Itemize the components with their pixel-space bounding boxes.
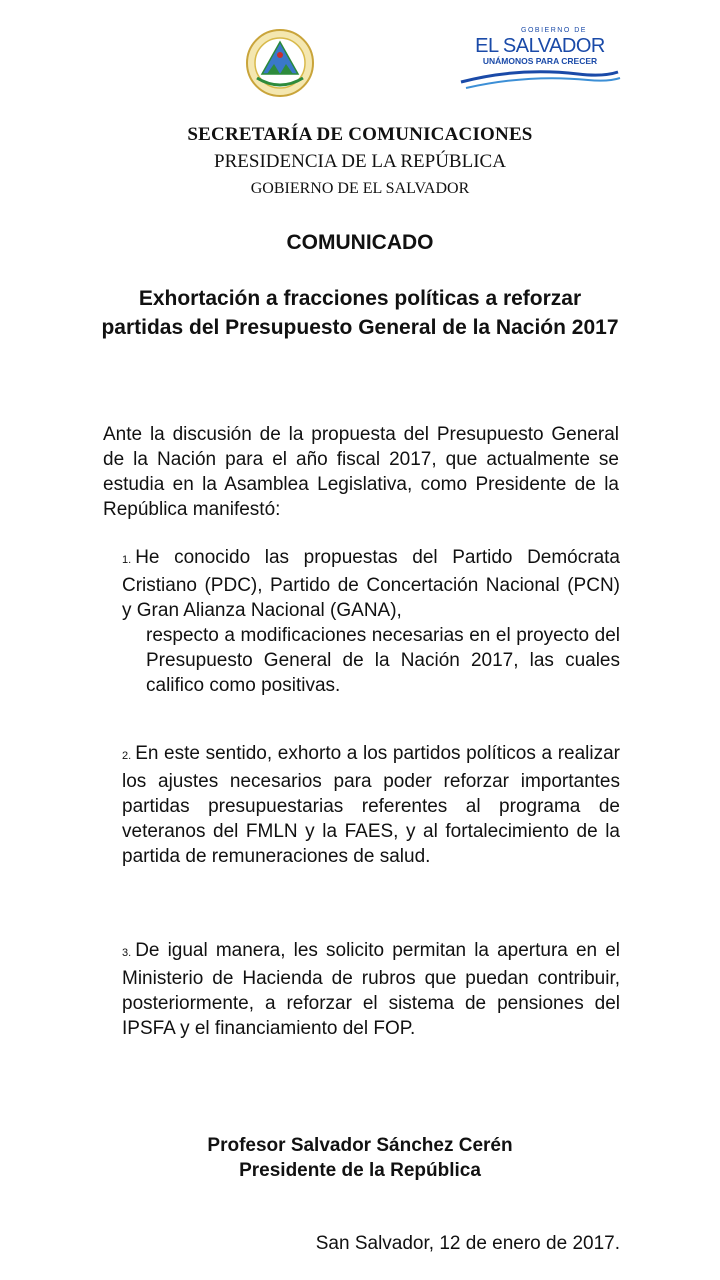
signature-role: Presidente de la República (239, 1160, 481, 1181)
list-item-text-continued: respecto a modificaciones necesarias en el proyecto del Presupuesto General de la Nación 2017, las cuales califico como positivas. (146, 625, 620, 696)
header-line-gobierno: GOBIERNO DE EL SALVADOR (250, 180, 470, 197)
list-item-text: En este sentido, exhorto a los partidos políticos a realizar los ajustes necesarios para poder reforzar importantes partidas presupuestarias referentes al programa de veteranos del FMLN y la FAES, y al fortalecimiento de la partida de remuneraciones de salud. (122, 743, 620, 867)
list-item-number: 3. (122, 947, 132, 959)
header-line-secretaria: SECRETARÍA DE COMUNICACIONES (187, 124, 533, 145)
svg-text:UNÁMONOS PARA CRECER: UNÁMONOS PARA CRECER (482, 56, 598, 66)
list-item (122, 741, 620, 869)
list-item (122, 938, 620, 1041)
list-item-text: De igual manera, les solicito permitan la apertura en el Ministerio de Hacienda de rubros que puedan contribuir, posteriormente, a reforzar el sistema de pensiones del IPSFA y el financiamiento del FOP. (122, 940, 620, 1039)
date-line: San Salvador, 12 de enero de 2017. (315, 1233, 620, 1254)
svg-text:GOBIERNO DE: GOBIERNO DE (521, 27, 587, 34)
document-type-label: COMUNICADO (286, 231, 434, 254)
header-line-presidencia: PRESIDENCIA DE LA REPÚBLICA (214, 151, 506, 172)
list-item-text: He conocido las propuestas del Partido Demócrata Cristiano (PDC), Partido de Concertación Nacional (PCN) y Gran Alianza Nacional (GANA), (122, 547, 620, 621)
intro-paragraph: Ante la discusión de la propuesta del Presupuesto General de la Nación para el año fiscal 2017, que actualmente se estudia en la Asamblea Legislativa, como Presidente de la República manifestó: (103, 424, 619, 520)
list-item-number: 1. (122, 554, 132, 566)
gobierno-el-salvador-logo (458, 22, 623, 92)
signature-block (0, 1133, 720, 1183)
coat-of-arms-icon (245, 28, 315, 98)
signature-name: Profesor Salvador Sánchez Cerén (207, 1135, 513, 1156)
svg-text:EL SALVADOR: EL SALVADOR (475, 35, 605, 57)
list-item-number: 2. (122, 750, 132, 762)
list-item (122, 545, 620, 698)
document-title: Exhortación a fracciones políticas a reforzar partidas del Presupuesto General de la Nación 2017 (101, 287, 619, 339)
